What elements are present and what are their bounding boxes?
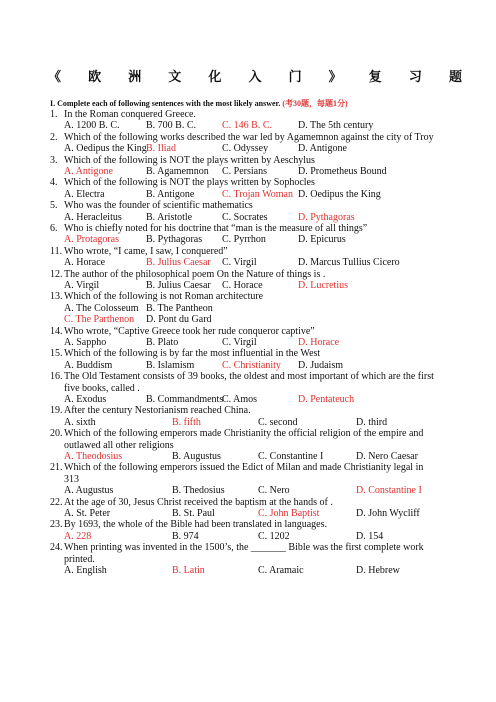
question-number: 22. [50,496,63,508]
option: D. Epicurus [298,234,346,246]
question-stem [50,200,253,211]
option: C. Pyrrhon [222,234,266,246]
answer-option: D. Constantine I [356,485,422,497]
answer-option: A. Protagoras [64,234,119,246]
option: A. sixth [64,416,96,428]
question-number: 24. [50,542,63,554]
option: B. Aristotle [146,211,193,223]
question-text: Which of the following is NOT the plays written by Sophocles [64,177,315,189]
question-stem [50,223,367,234]
question-text: Which of the following emperors issued the Edict of Milan and made Christianity legal in [64,462,424,474]
question-number: 21. [50,462,63,474]
question-number: 3. [50,154,58,166]
answer-option: D. Pentateuch [298,394,355,405]
question-stem [50,132,434,143]
option: A. St. Peter [64,508,111,519]
option: B. 974 [172,530,199,542]
question-number: 15. [50,348,63,360]
question-text: Who wrote, “I came, I saw, I conquered” [64,245,228,257]
option: C. Socrates [222,211,268,223]
answer-option: B. Latin [172,565,205,576]
option: A. The Colosseum [64,302,139,314]
option: C. Horace [222,280,263,291]
option: B. 700 B. C. [146,120,197,132]
question-number: 12. [50,268,63,280]
section-heading [50,98,348,109]
question-text: At the age of 30, Jesus Christ received the baptism at the hands of . [64,496,333,508]
question-text: The author of the philosophical poem On the Nature of things is . [64,268,326,280]
question-text: Which of the following is NOT the plays written by Aeschylus [64,154,315,166]
question-stem [50,109,196,120]
title-char: 题 [448,70,462,85]
question-stem [50,405,251,416]
question-stem [50,542,424,553]
answer-option: B. Iliad [146,143,176,155]
option: A. Augustus [64,485,114,497]
option: D. third [356,416,388,428]
question-text-continued: 313 [64,473,79,485]
title-char: 化 [208,70,222,85]
option: A. Sappho [64,337,107,348]
question-stem [50,428,423,439]
title-char: 文 [168,70,182,85]
question-number: 19. [50,405,63,417]
option: B. Julius Caesar [146,280,211,291]
option: D. Nero Caesar [356,451,418,462]
option: B. Augustus [172,451,221,462]
question-stem [50,326,315,337]
question-text: Which of the following is by far the most influential in the West [64,348,321,360]
question-number: 23. [50,519,63,531]
option: C. Nero [258,485,290,497]
option: C. Persians [222,166,267,177]
question-number: 13. [50,291,63,303]
question-number: 5. [50,200,58,212]
question-stem [50,291,263,302]
question-text: Who was the founder of scientific mathematics [64,200,253,212]
title-char: 入 [248,70,262,85]
option: B. Agamemnon [146,166,209,177]
question-text: Which of the following works described the war led by Agamemnon against the city of Troy [64,131,434,143]
question-text: By 1693, the whole of the Bible had been translated in languages. [64,519,327,531]
question-stem [50,155,315,166]
option: A. Exodus [64,394,107,405]
title-char: 》 [328,70,342,85]
question-text: Which of the following is not Roman architecture [64,291,264,303]
question-stem [50,269,325,280]
option: C. Virgil [222,337,257,348]
answer-option: A. Theodosius [64,451,123,462]
answer-option: A. Antigone [64,166,113,177]
question-text: When printing was invented in the 1500’s, the _______ Bible was the first complete work [64,542,424,554]
option: B. Thedosius [172,485,225,497]
title-char: 《 [48,70,62,85]
option: D. Prometheus Bound [298,166,387,177]
option: D. Judaism [298,359,343,371]
answer-option: D. Lucretius [298,280,348,291]
answer-option: C. 146 B. C. [222,120,273,132]
option: C. 1202 [258,530,290,542]
option: D. The 5th century [298,120,374,132]
option: D. John Wycliff [356,508,420,519]
title-char: 复 [368,70,382,85]
option: A. English [64,565,107,576]
option: B. Pythagoras [146,234,203,246]
title-char: 洲 [128,70,142,85]
option: A. Virgil [64,280,100,291]
answer-option: D. Horace [298,337,340,348]
question-stem [50,371,434,382]
option: A. Oedipus the King [64,143,147,155]
question-text: Who is chiefly noted for his doctrine that “man is the measure of all things” [64,223,368,234]
option: C. second [258,416,298,428]
section-label: I. Complete each of following sentences with the most likely answer. [50,99,281,108]
option: B. St. Paul [172,508,215,519]
answer-option: C. Christianity [222,359,281,371]
option: B. Islamism [146,359,195,371]
option: C. Constantine I [258,451,324,462]
option: A. 1200 B. C. [64,120,120,132]
question-text-continued: outlawed all other religions [64,439,174,451]
option: A. Electra [64,188,105,200]
answer-option: A. 228 [64,530,92,542]
question-number: 6. [50,223,58,234]
option: D. Oedipus the King [298,188,381,200]
answer-option: D. Pythagoras [298,211,355,223]
question-text: The Old Testament consists of 39 books, the oldest and most important of which are the first [64,371,434,383]
title-char: 习 [408,70,422,85]
question-text: Who wrote, “Captive Greece took her rude conqueror captive” [64,325,315,337]
question-stem [50,462,423,473]
question-text: After the century Nestorianism reached China. [64,405,251,417]
option: D. Hebrew [356,565,400,576]
option: C. Amos [222,394,258,405]
option: B. Antigone [146,188,195,200]
option: B. Plato [146,337,179,348]
option: D. Pont du Gard [146,314,212,326]
title-char: 门 [288,70,302,85]
question-number: 4. [50,177,58,189]
question-text-continued: five books, called . [64,382,140,394]
option: A. Buddism [64,359,113,371]
question-stem [50,246,228,257]
option: B. Commandments [146,394,224,405]
question-number: 1. [50,109,58,120]
option: B. The Pantheon [146,302,213,314]
option: D. 154 [356,530,384,542]
answer-option: C. Trojan Woman [222,188,293,200]
question-text: Which of the following emperors made Christianity the official religion of the empire and [64,428,424,440]
section-score: (考30题，每题1分) [282,99,348,108]
page-title [0,66,496,85]
option: D. Antigone [298,143,347,155]
question-number: 11. [50,245,63,257]
option: D. Marcus Tullius Cicero [298,257,400,269]
question-stem [50,348,320,359]
question-stem [50,519,327,530]
question-text-continued: printed. [64,553,95,565]
title-char: 欧 [88,70,102,85]
answer-option: B. fifth [172,416,201,428]
option: C. Aramaic [258,565,304,576]
question-number: 14. [50,325,63,337]
question-number: 16. [50,371,63,383]
option: C. Virgil [222,257,257,269]
question-stem [50,177,315,188]
question-number: 20. [50,428,63,440]
question-stem [50,497,333,508]
answer-option: C. The Parthenon [64,314,135,326]
answer-option: C. John Baptist [258,508,320,519]
question-number: 2. [50,131,58,143]
answer-option: B. Julius Caesar [146,257,211,269]
question-text: In the Roman conquered Greece. [64,109,196,120]
option: C. Odyssey [222,143,269,155]
option: A. Heracleitus [64,211,122,223]
option: A. Horace [64,257,106,269]
